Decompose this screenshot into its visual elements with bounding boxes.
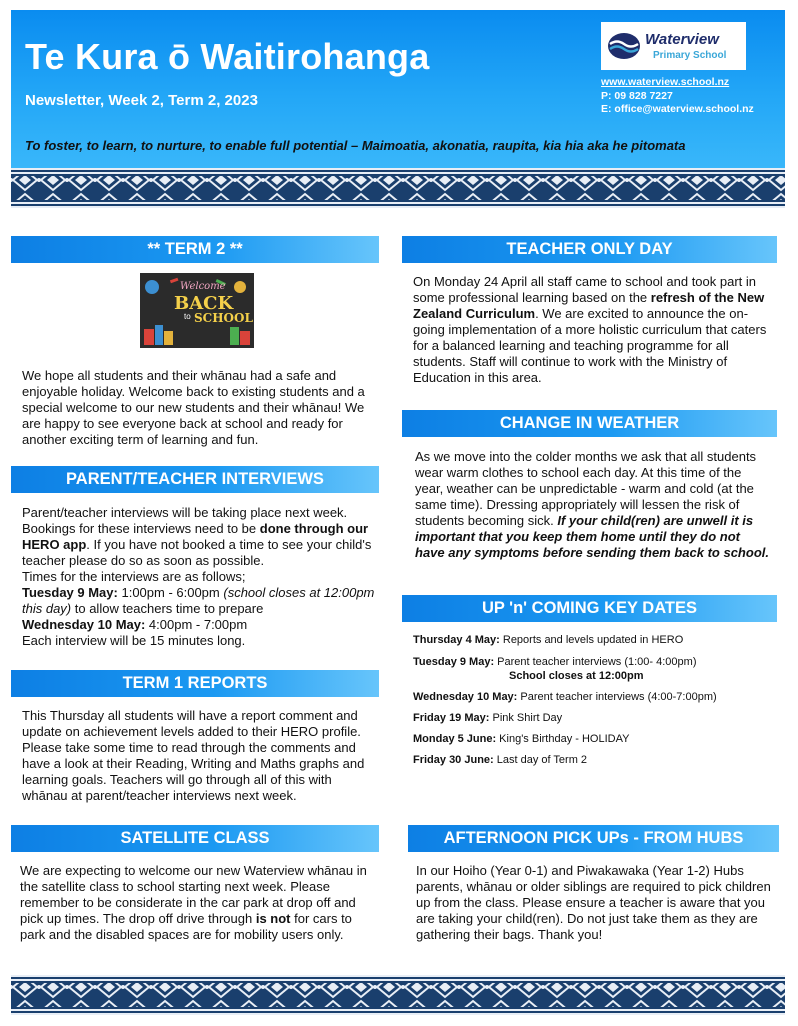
newsletter-title: Te Kura ō Waitirohanga — [25, 36, 430, 77]
key-dates-item: Tuesday 9 May: Parent teacher interviews (1:00- 4:00pm) — [413, 656, 697, 668]
interview-duration: Each interview will be 15 minutes long. — [22, 633, 246, 648]
pickups-heading: AFTERNOON PICK UPs - FROM HUBS — [408, 825, 779, 852]
curriculum-emphasis: refresh of the New Zealand Curriculum — [413, 290, 765, 321]
tapa-pattern-band-top — [11, 168, 785, 208]
newsletter-header — [11, 10, 785, 168]
email-address[interactable]: E: office@waterview.school.nz — [601, 103, 754, 115]
key-dates-heading: UP 'n' COMING KEY DATES — [402, 595, 777, 622]
logo-subname: Primary School — [653, 50, 727, 61]
teacher-only-heading: TEACHER ONLY DAY — [402, 236, 777, 263]
tapa-pattern-band-bottom — [11, 975, 785, 1015]
tapa-pattern-icon — [11, 168, 785, 208]
interviews-body: Parent/teacher interviews will be taking place next week. Bookings for these interviews need to be done through our HERO app. If you have not booked a time to see your child's teacher please do so as soon as possible. Times for the interviews are as follows; Tuesday 9 May: 1:00pm - 6:00pm (school closes at 12:00pm this day) to allow teachers time to prepare Wednesday 10 May: 4:00pm - 7:00pm Each interview will be 15 minutes long. — [22, 505, 375, 648]
weather-heading: CHANGE IN WEATHER — [402, 410, 777, 437]
interviews-heading: PARENT/TEACHER INTERVIEWS — [11, 466, 379, 493]
school-closes-note: (school closes at 12:00pm this day) — [22, 585, 375, 616]
logo-name: Waterview — [645, 31, 719, 48]
school-motto: To foster, to learn, to nurture, to enable full potential – Maimoatia, akonatia, raupita, kia hia aka he pitomata — [25, 138, 686, 153]
image-to-text: to — [184, 312, 191, 321]
image-school-text: SCHOOL — [194, 311, 253, 325]
key-dates-item: Monday 5 June: King's Birthday - HOLIDAY — [413, 733, 630, 745]
term2-body: We hope all students and their whānau had a safe and enjoyable holiday. Welcome back to existing students and a special welcome to our new students and their whānau! We are happy to see everyone back at school and ready for another exciting term of learning and fun. — [22, 368, 365, 447]
key-dates-item: Wednesday 10 May: Parent teacher interviews (4:00-7:00pm) — [413, 691, 717, 703]
key-dates-item: Friday 19 May: Pink Shirt Day — [413, 712, 563, 724]
teacher-only-body: On Monday 24 April all staff came to school and took part in some professional learning based on the refresh of the New Zealand Curriculum. We are excited to announce the on-going implementation of a more holistic curriculum that caters for a balanced learning and teaching programme for all students. Staff will continue to work with the Ministry of Education in this area. — [413, 274, 767, 385]
is-not-emphasis: is not — [255, 911, 291, 926]
satellite-heading: SATELLITE CLASS — [11, 825, 379, 852]
tuesday-label: Tuesday 9 May: — [22, 585, 118, 600]
newsletter-subtitle: Newsletter, Week 2, Term 2, 2023 — [25, 92, 258, 109]
wave-logo-icon — [607, 31, 641, 61]
key-dates-item: Friday 30 June: Last day of Term 2 — [413, 754, 588, 766]
back-to-school-image — [140, 273, 254, 348]
reports-heading: TERM 1 REPORTS — [11, 670, 379, 697]
contact-block — [601, 76, 754, 117]
website-link[interactable]: www.waterview.school.nz — [601, 76, 730, 88]
reports-body: This Thursday all students will have a report comment and update on achievement levels added to their HERO profile. Please take some time to read through the comments and have a look at their Reading, Writing and Maths graphs and learning goals. Teachers will go through all of this with whānau at parent/teacher interviews next week. — [22, 708, 365, 803]
weather-body: As we move into the colder months we ask that all students wear warm clothes to school each day. At this time of the year, weather can be unpredictable - warm and cold (at the same time). Dressing appropriately will lessen the risk of students becoming sick. If your child(ren) are unwell it is important that you keep them home until they do not have any symptoms before sending them back to school. — [415, 449, 769, 560]
key-dates-subnote: School closes at 12:00pm — [509, 670, 644, 682]
satellite-body: We are expecting to welcome our new Waterview whānau in the satellite class to school starting next week. Please remember to be considerate in the car park at drop off and pick up times. The drop off drive through is not for cars to park and the disabled spaces are for mobility users only. — [20, 863, 367, 942]
phone-number: P: 09 828 7227 — [601, 89, 673, 102]
tapa-pattern-icon — [11, 975, 785, 1015]
wednesday-label: Wednesday 10 May: — [22, 617, 146, 632]
image-back-text: BACK — [174, 293, 234, 314]
unwell-emphasis: If your child(ren) are unwell it is important that you keep them home until they do not have any symptoms before sending them back to school. — [415, 513, 769, 560]
school-logo — [601, 22, 746, 70]
image-welcome-text: Welcome — [180, 281, 226, 292]
hero-app-emphasis: done through our HERO app — [22, 521, 369, 552]
term2-heading: ** TERM 2 ** — [11, 236, 379, 263]
interview-times-intro: Times for the interviews are as follows; — [22, 569, 246, 584]
key-dates-item: Thursday 4 May: Reports and levels updated in HERO — [413, 634, 684, 646]
pickups-body: In our Hoiho (Year 0-1) and Piwakawaka (Year 1-2) Hubs parents, whānau or older siblings are required to pick children up from the class. Please ensure a teacher is aware that you are taking your child(ren). Do not just take them as they are gathering their bags. Thank you! — [416, 863, 771, 942]
